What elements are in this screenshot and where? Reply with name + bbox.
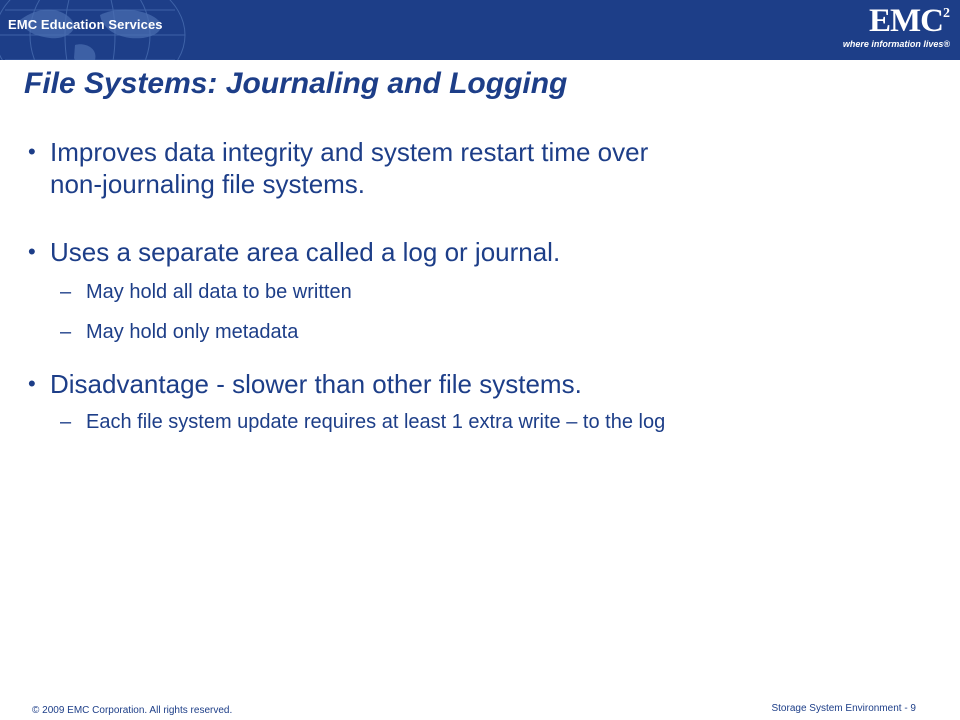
dash-icon: – [60, 281, 72, 303]
dash-icon: – [60, 411, 72, 433]
sub-bullet-text: May hold all data to be written [86, 281, 352, 303]
bullet-text: Uses a separate area called a log or journal. [50, 237, 561, 267]
dash-icon: – [60, 321, 72, 343]
slide-title: File Systems: Journaling and Logging [24, 67, 568, 100]
bullet-dot-icon: • [28, 239, 36, 264]
slide-content [28, 136, 928, 434]
bullet-text-line: Improves data integrity and system restart time over [50, 137, 649, 167]
bullet-item [28, 368, 928, 400]
sub-bullet-text: Each file system update requires at least 1 extra write – to the log [86, 411, 666, 433]
emc-logo [840, 4, 950, 54]
footer-copyright: © 2009 EMC Corporation. All rights reserved. [32, 705, 233, 716]
bullet-dot-icon: • [28, 371, 36, 396]
brand-label: EMC Education Services [8, 17, 163, 32]
sub-bullet-item [28, 410, 928, 434]
bullet-item [28, 236, 928, 268]
footer-section-label: Storage System Environment [771, 703, 902, 714]
logo-wordmark: EMC [869, 3, 943, 39]
sub-bullet-item [28, 280, 928, 304]
logo-superscript: 2 [943, 6, 950, 21]
bullet-dot-icon: • [28, 139, 36, 164]
bullet-item [28, 136, 928, 200]
header-bar [0, 0, 960, 60]
bullet-text-line: non-journaling file systems. [50, 169, 366, 199]
sub-bullet-item [28, 320, 928, 344]
page-number: - 9 [904, 703, 916, 714]
logo-tagline: where information lives® [842, 39, 950, 49]
sub-bullet-text: May hold only metadata [86, 321, 299, 343]
footer-section [771, 703, 916, 714]
bullet-text: Disadvantage - slower than other file systems. [50, 369, 582, 399]
